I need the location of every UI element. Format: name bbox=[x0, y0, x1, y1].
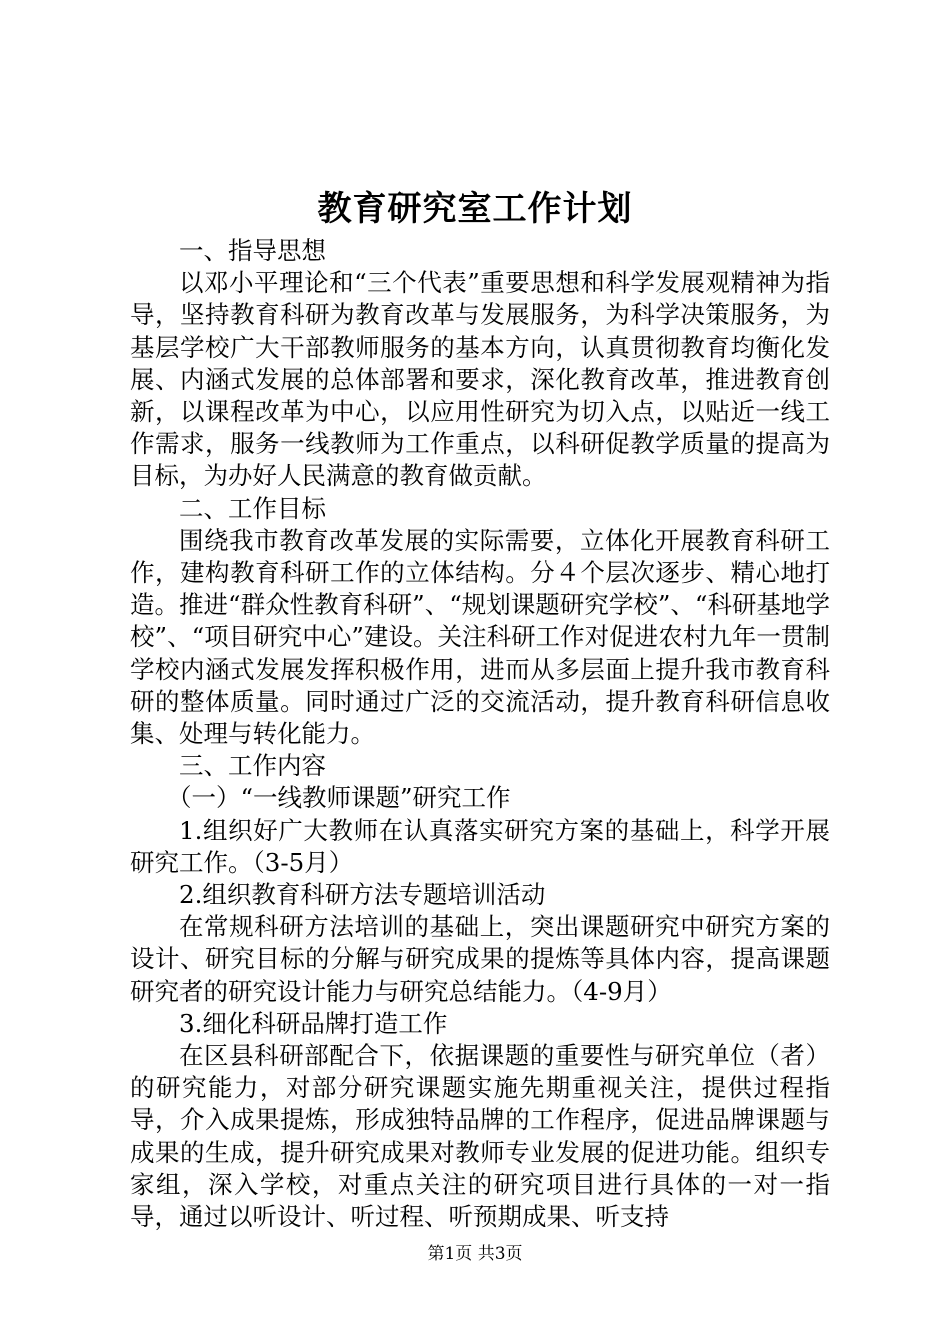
paragraph-guiding-thought: 以邓小平理论和“三个代表”重要思想和科学发展观精神为指导，坚持教育科研为教育改革与发展服务，为科学决策服务，为基层学校广大干部教师服务的基本方向，认真贯彻教育均衡化发展、内涵式发展的总体部署和要求，深化教育改革，推进教育创新，以课程改革为中心，以应用性研究为切入点，以贴近一线工作需求，服务一线教师为工作重点，以科研促教学质量的提高为目标，为办好人民满意的教育做贡献。 bbox=[130, 268, 830, 491]
section-heading-guiding-thought: 一、指导思想 bbox=[179, 236, 326, 265]
paragraph-work-goals: 围绕我市教育改革发展的实际需要，立体化开展教育科研工作，建构教育科研工作的立体结构。分４个层次逐步、精心地打造。推进“群众性教育科研”、“规划课题研究学校”、“科研基地学校”、“项目研究中心”建设。关注科研工作对促进农村九年一贯制学校内涵式发展发挥积极作用，进而从多层面上提升我市教育科研的整体质量。同时通过广泛的交流活动，提升教育科研信息收集、处理与转化能力。 bbox=[130, 525, 830, 749]
subsection-heading-teacher-projects: （一）“一线教师课题”研究工作 bbox=[167, 783, 511, 813]
page-number-footer: 第1页 共3页 bbox=[427, 1244, 523, 1264]
paragraph-training: 在常规科研方法培训的基础上，突出课题研究中研究方案的设计、研究目标的分解与研究成果的提炼等具体内容，提高课题研究者的研究设计能力与研究总结能力。（4-9月） bbox=[130, 912, 830, 1006]
item-1-organize-research: 1.组织好广大教师在认真落实研究方案的基础上，科学开展研究工作。（3-5月） bbox=[130, 815, 830, 877]
section-heading-work-content: 三、工作内容 bbox=[179, 751, 326, 781]
paragraph-brand: 在区县科研部配合下，依据课题的重要性与研究单位（者）的研究能力，对部分研究课题实施先期重视关注，提供过程指导，介入成果提炼，形成独特品牌的工作程序，促进品牌课题与成果的生成，提升研究成果对教师专业发展的促进功能。组织专家组，深入学校，对重点关注的研究项目进行具体的一对一指导，通过以听设计、听过程、听预期成果、听支持 bbox=[130, 1041, 830, 1232]
item-2-heading-training: 2.组织教育科研方法专题培训活动 bbox=[179, 880, 546, 910]
document-body bbox=[130, 235, 830, 1233]
section-heading-work-goals: 二、工作目标 bbox=[179, 493, 326, 523]
item-3-heading-brand: 3.细化科研品牌打造工作 bbox=[179, 1008, 448, 1038]
document-title: 教育研究室工作计划 bbox=[317, 189, 633, 229]
